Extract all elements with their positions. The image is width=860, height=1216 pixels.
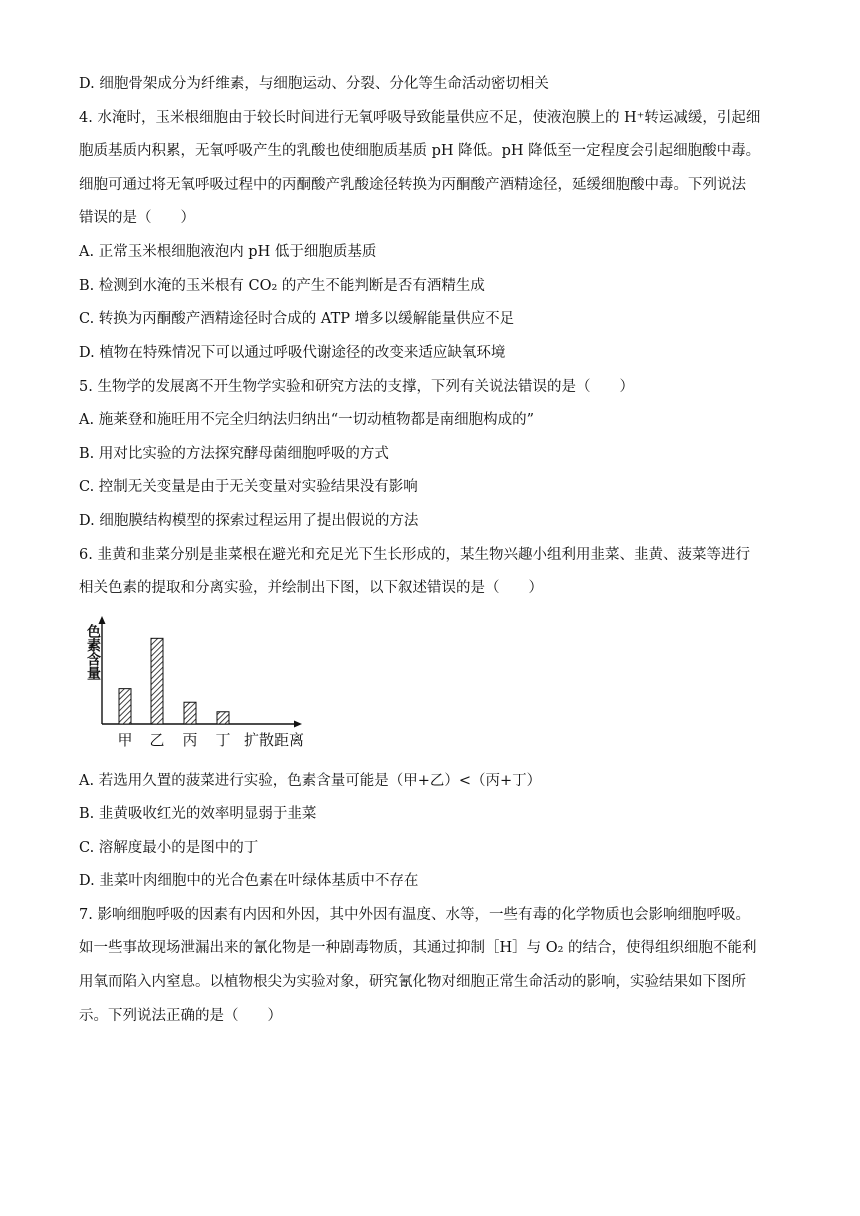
option-c: C. 转换为丙酮酸产酒精途径时合成的 ATP 增多以缓解能量供应不足 [79, 311, 515, 327]
option-d: D. 植物在特殊情况下可以通过呼吸代谢途径的改变来适应缺氧环境 [79, 345, 506, 361]
option-b: B. 用对比实验的方法探究酵母菌细胞呼吸的方式 [79, 446, 389, 462]
category-label: 乙 [149, 731, 165, 749]
question-7-stem: 7. 影响细胞呼吸的因素有内因和外因，其中外因有温度、水等，一些有毒的化学物质也会影响细胞呼吸。 [79, 907, 750, 923]
option-c: C. 溶解度最小的是图中的丁 [79, 840, 259, 856]
text-line: 相关色素的提取和分离实验，并绘制出下图，以下叙述错误的是（ ） [79, 580, 543, 596]
text-line: 用氧而陷入内窒息。以植物根尖为实验对象，研究氰化物对细胞正常生命活动的影响，实验结果如下图所 [79, 974, 746, 990]
option-c: C. 控制无关变量是由于无关变量对实验结果没有影响 [79, 479, 418, 495]
category-label: 甲 [117, 731, 133, 749]
text-line: 如一些事故现场泄漏出来的氰化物是一种剧毒物质，其通过抑制［H］与 O₂ 的结合，使得组织细胞不能利 [79, 940, 757, 956]
option-a: A. 若选用久置的菠菜进行实验，色素含量可能是（甲+乙）<（丙+丁） [79, 773, 542, 789]
text-line: 错误的是（ ） [79, 210, 195, 226]
question-4-stem: 4. 水淹时，玉米根细胞由于较长时间进行无氧呼吸导致能量供应不足，使液泡膜上的 H⁺转运减缓，引起细 [79, 110, 761, 126]
option-b: B. 韭黄吸收红光的效率明显弱于韭菜 [79, 806, 317, 822]
bar-4 [217, 712, 229, 724]
option-a: A. 正常玉米根细胞液泡内 pH 低于细胞质基质 [79, 244, 377, 260]
question-6-stem: 6. 韭黄和韭菜分别是韭菜根在避光和充足光下生长形成的，某生物兴趣小组利用韭菜、韭黄、菠菜等进行 [79, 547, 750, 563]
text-line: D. 细胞骨架成分为纤维素，与细胞运动、分裂、分化等生命活动密切相关 [79, 76, 549, 92]
x-axis-arrow [294, 721, 302, 728]
text-line: 胞质基质内积累，无氧呼吸产生的乳酸也使细胞质基质 pH 降低。pH 降低至一定程度会引起细胞酸中毒。 [79, 143, 761, 159]
category-label: 丙 [182, 731, 198, 749]
option-d: D. 细胞膜结构模型的探索过程运用了提出假说的方法 [79, 513, 419, 529]
option-a: A. 施莱登和施旺用不完全归纳法归纳出“一切动植物都是南细胞构成的” [79, 412, 535, 428]
x-axis-label: 扩散距离 [244, 731, 305, 749]
y-axis-arrow [99, 616, 106, 624]
bar-2 [151, 638, 163, 724]
option-d: D. 韭菜叶肉细胞中的光合色素在叶绿体基质中不存在 [79, 873, 419, 889]
text-line: 细胞可通过将无氧呼吸过程中的丙酮酸产乳酸途径转换为丙酮酸产酒精途径，延缓细胞酸中毒。下列说法 [79, 177, 746, 193]
y-axis-label: 色素含量 [85, 624, 101, 680]
category-label: 丁 [215, 731, 231, 749]
option-b: B. 检测到水淹的玉米根有 CO₂ 的产生不能判断是否有酒精生成 [79, 278, 485, 294]
text-line: 示。下列说法正确的是（ ） [79, 1008, 282, 1024]
bar-3 [184, 702, 196, 724]
bar-1 [119, 689, 131, 724]
pigment-bar-chart [76, 612, 321, 752]
question-5-stem: 5. 生物学的发展离不开生物学实验和研究方法的支撑，下列有关说法错误的是（ ） [79, 379, 634, 395]
